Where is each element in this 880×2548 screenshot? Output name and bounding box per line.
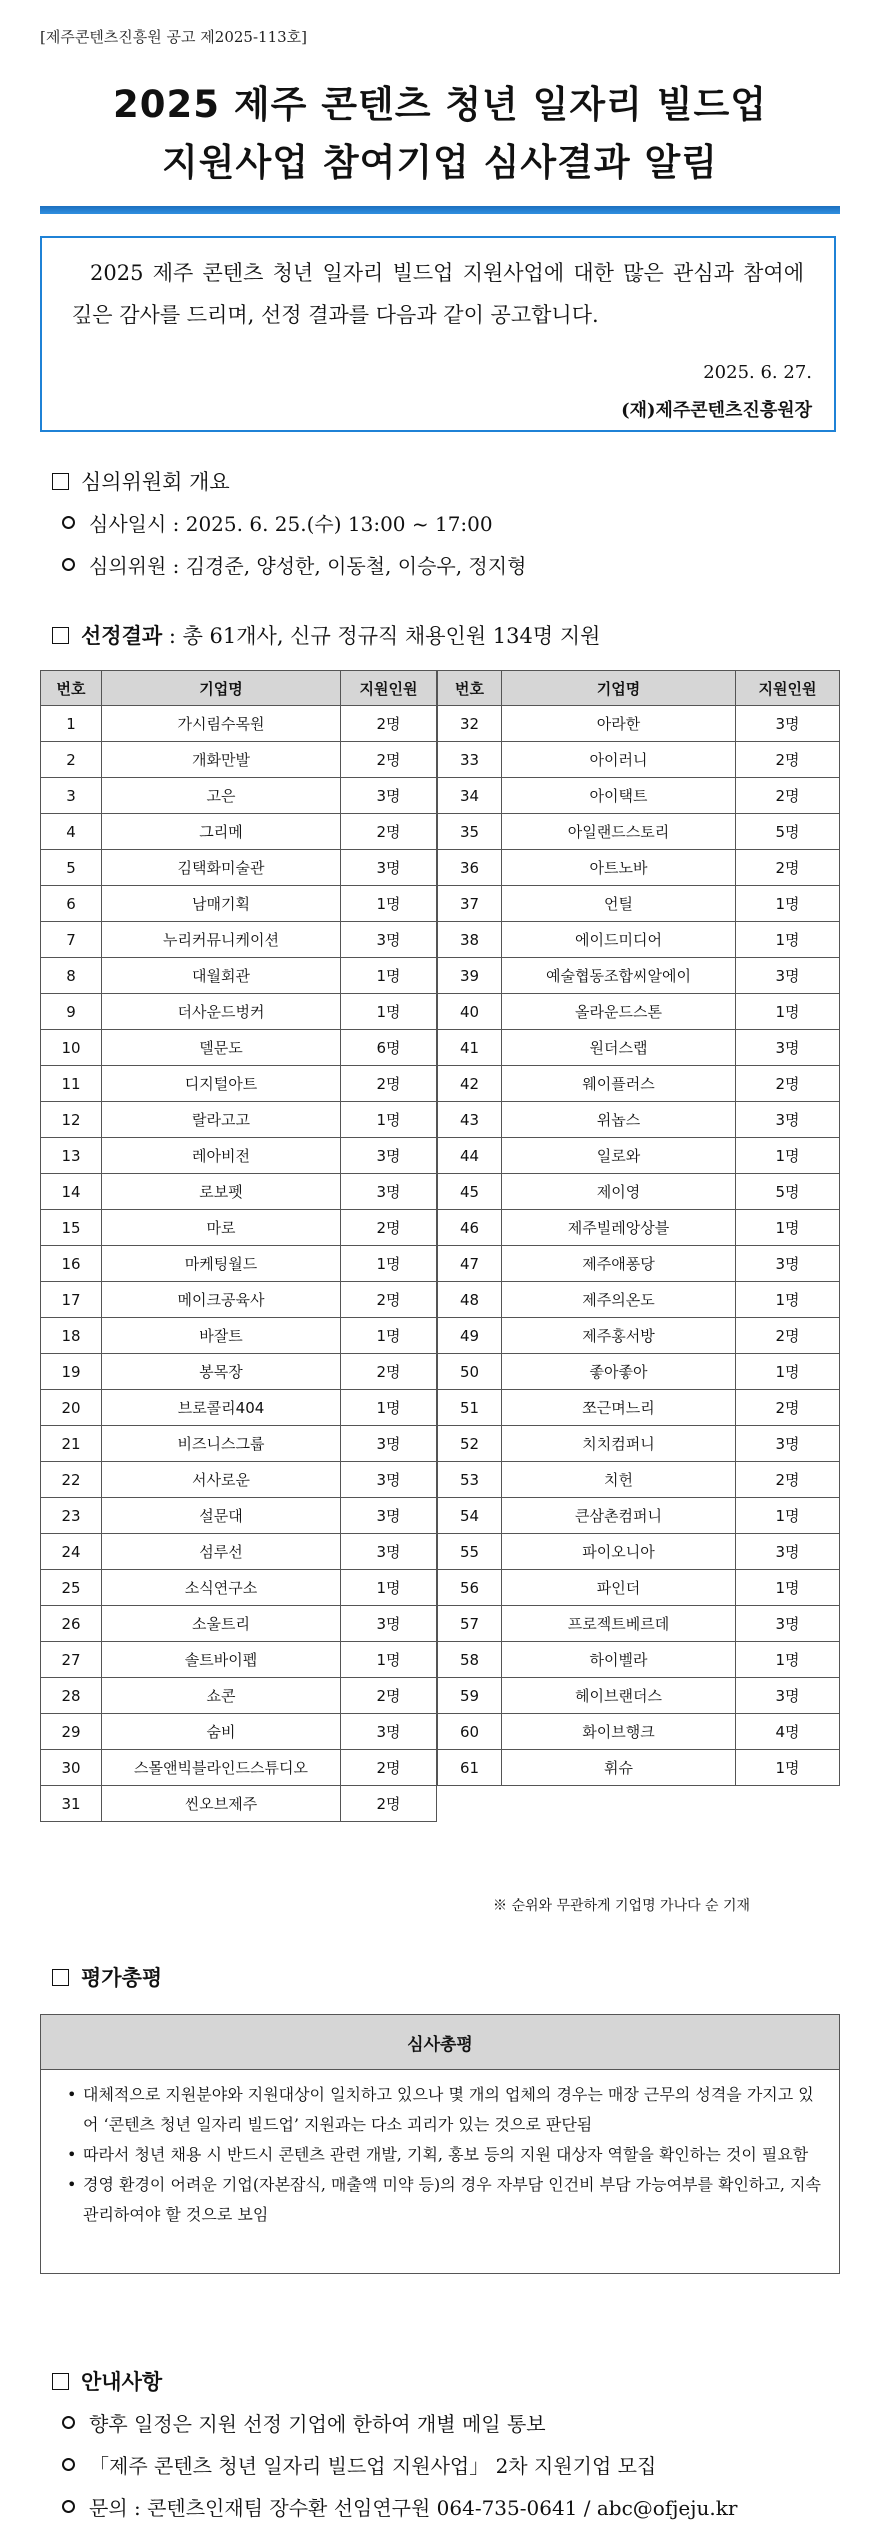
header-no: 번호	[438, 671, 502, 706]
support-count: 1명	[341, 1390, 437, 1426]
table-row	[41, 1678, 437, 1714]
support-count: 5명	[736, 1174, 840, 1210]
table-row	[41, 1282, 437, 1318]
support-count: 3명	[341, 1462, 437, 1498]
company-name: 화이브행크	[502, 1714, 736, 1750]
row-number: 16	[41, 1246, 102, 1282]
results-heading-bold: 선정결과	[81, 623, 163, 648]
company-name: 소울트리	[102, 1606, 341, 1642]
row-number: 41	[438, 1030, 502, 1066]
row-number: 30	[41, 1750, 102, 1786]
support-count: 3명	[736, 1246, 840, 1282]
row-number: 40	[438, 994, 502, 1030]
table-row	[438, 958, 840, 994]
support-count: 1명	[341, 994, 437, 1030]
company-name: 비즈니스그룹	[102, 1426, 341, 1462]
row-number: 28	[41, 1678, 102, 1714]
table-row	[41, 1714, 437, 1750]
company-name: 에이드미디어	[502, 922, 736, 958]
committee-members-item	[62, 550, 526, 579]
support-count: 2명	[341, 1678, 437, 1714]
support-count: 2명	[341, 1066, 437, 1102]
circle-bullet-icon	[62, 516, 75, 529]
page-title	[0, 76, 880, 192]
company-name: 아라한	[502, 706, 736, 742]
row-number: 24	[41, 1534, 102, 1570]
circle-bullet-icon	[62, 2416, 75, 2429]
company-name: 아트노바	[502, 850, 736, 886]
table-row	[438, 922, 840, 958]
support-count: 1명	[341, 1246, 437, 1282]
company-name: 올라운드스톤	[502, 994, 736, 1030]
intro-date: 2025. 6. 27.	[703, 362, 812, 383]
header-no: 번호	[41, 671, 102, 706]
row-number: 51	[438, 1390, 502, 1426]
company-name: 예술협동조합씨알에이	[502, 958, 736, 994]
company-name: 소식연구소	[102, 1570, 341, 1606]
committee-members-text: 심의위원 : 김경준, 양성한, 이동철, 이승우, 정지형	[89, 554, 527, 578]
support-count: 1명	[736, 994, 840, 1030]
company-name: 파이오니아	[502, 1534, 736, 1570]
row-number: 61	[438, 1750, 502, 1786]
company-name: 제이영	[502, 1174, 736, 1210]
row-number: 43	[438, 1102, 502, 1138]
table-row	[41, 1534, 437, 1570]
support-count: 3명	[341, 1426, 437, 1462]
header-company: 기업명	[502, 671, 736, 706]
review-item: • 경영 환경이 어려운 기업(자본잠식, 매출액 미약 등)의 경우 자부담 인건비 부담 가능여부를 확인하고, 지속관리하여야 할 것으로 보임	[67, 2170, 821, 2230]
support-count: 3명	[341, 850, 437, 886]
support-count: 1명	[341, 1570, 437, 1606]
title-line-2: 지원사업 참여기업 심사결과 알림	[161, 141, 719, 184]
table-row	[41, 814, 437, 850]
row-number: 48	[438, 1282, 502, 1318]
row-number: 37	[438, 886, 502, 922]
review-item: • 대체적으로 지원분야와 지원대상이 일치하고 있으나 몇 개의 업체의 경우는 매장 근무의 성격을 가지고 있어 ‘콘텐츠 청년 일자리 빌드업’ 지원과는 다소 괴리가 있는 것으로 판단됨	[67, 2080, 821, 2140]
circle-bullet-icon	[62, 2500, 75, 2513]
table-row	[438, 1462, 840, 1498]
table-row	[438, 850, 840, 886]
checkbox-square-icon	[52, 1969, 69, 1986]
circle-bullet-icon	[62, 558, 75, 571]
table-row	[41, 778, 437, 814]
review-heading-text: 평가총평	[81, 1965, 163, 1990]
company-name: 아일랜드스토리	[502, 814, 736, 850]
company-name: 파인더	[502, 1570, 736, 1606]
table-header-row	[41, 671, 437, 706]
company-name: 위놉스	[502, 1102, 736, 1138]
support-count: 3명	[736, 1678, 840, 1714]
notice-item-text: 향후 일정은 지원 선정 기업에 한하여 개별 메일 통보	[89, 2412, 546, 2436]
row-number: 57	[438, 1606, 502, 1642]
company-name: 봉목장	[102, 1354, 341, 1390]
checkbox-square-icon	[52, 2373, 69, 2390]
table-row	[438, 994, 840, 1030]
support-count: 1명	[736, 1750, 840, 1786]
results-table-right	[437, 670, 840, 1786]
support-count: 1명	[736, 1354, 840, 1390]
table-row	[438, 742, 840, 778]
row-number: 17	[41, 1282, 102, 1318]
company-name: 프로젝트베르데	[502, 1606, 736, 1642]
support-count: 3명	[736, 958, 840, 994]
row-number: 25	[41, 1570, 102, 1606]
support-count: 2명	[736, 850, 840, 886]
committee-heading	[52, 466, 230, 496]
company-name: 언틸	[502, 886, 736, 922]
company-name: 치헌	[502, 1462, 736, 1498]
support-count: 1명	[736, 1570, 840, 1606]
table-row	[438, 1426, 840, 1462]
row-number: 56	[438, 1570, 502, 1606]
row-number: 27	[41, 1642, 102, 1678]
support-count: 1명	[736, 1282, 840, 1318]
table-note: ※ 순위와 무관하게 기업명 가나다 순 기재	[493, 1898, 751, 1914]
support-count: 2명	[736, 1390, 840, 1426]
notice-item	[62, 2408, 546, 2437]
company-name: 더사운드벙커	[102, 994, 341, 1030]
table-row	[438, 1282, 840, 1318]
table-row	[438, 1678, 840, 1714]
company-name: 솔트바이펩	[102, 1642, 341, 1678]
support-count: 1명	[341, 958, 437, 994]
table-row	[438, 1174, 840, 1210]
row-number: 42	[438, 1066, 502, 1102]
company-name: 숨비	[102, 1714, 341, 1750]
support-count: 3명	[341, 1606, 437, 1642]
results-table-left	[40, 670, 437, 1822]
company-name: 그리메	[102, 814, 341, 850]
table-row	[438, 706, 840, 742]
review-item: • 따라서 청년 채용 시 반드시 콘텐츠 관련 개발, 기획, 홍보 등의 지원 대상자 역할을 확인하는 것이 필요함	[67, 2140, 821, 2170]
intro-text: 2025 제주 콘텐츠 청년 일자리 빌드업 지원사업에 대한 많은 관심과 참여에 깊은 감사를 드리며, 선정 결과를 다음과 같이 공고합니다.	[72, 261, 804, 327]
row-number: 31	[41, 1786, 102, 1822]
row-number: 21	[41, 1426, 102, 1462]
table-header-row	[438, 671, 840, 706]
support-count: 5명	[736, 814, 840, 850]
support-count: 3명	[736, 1426, 840, 1462]
company-name: 김택화미술관	[102, 850, 341, 886]
company-name: 제주의온도	[502, 1282, 736, 1318]
company-name: 메이크공육사	[102, 1282, 341, 1318]
table-row	[438, 1642, 840, 1678]
row-number: 44	[438, 1138, 502, 1174]
support-count: 1명	[341, 886, 437, 922]
company-name: 개화만발	[102, 742, 341, 778]
table-row	[41, 1030, 437, 1066]
checkbox-square-icon	[52, 473, 69, 490]
table-row	[438, 1606, 840, 1642]
row-number: 14	[41, 1174, 102, 1210]
row-number: 33	[438, 742, 502, 778]
support-count: 1명	[341, 1102, 437, 1138]
results-heading-text: : 총 61개사, 신규 정규직 채용인원 134명 지원	[162, 624, 601, 648]
row-number: 7	[41, 922, 102, 958]
support-count: 2명	[736, 778, 840, 814]
company-name: 섬루선	[102, 1534, 341, 1570]
table-row	[41, 1390, 437, 1426]
checkbox-square-icon	[52, 627, 69, 644]
row-number: 49	[438, 1318, 502, 1354]
row-number: 29	[41, 1714, 102, 1750]
row-number: 1	[41, 706, 102, 742]
company-name: 하이벨라	[502, 1642, 736, 1678]
row-number: 13	[41, 1138, 102, 1174]
company-name: 쇼콘	[102, 1678, 341, 1714]
table-row	[41, 742, 437, 778]
table-row	[41, 994, 437, 1030]
company-name: 마로	[102, 1210, 341, 1246]
company-name: 큰삼촌컴퍼니	[502, 1498, 736, 1534]
support-count: 1명	[341, 1318, 437, 1354]
committee-date-text: 심사일시 : 2025. 6. 25.(수) 13:00 ~ 17:00	[89, 512, 493, 536]
table-row	[41, 922, 437, 958]
row-number: 10	[41, 1030, 102, 1066]
header-count: 지원인원	[736, 671, 840, 706]
notice-item-text: 문의 : 콘텐츠인재팀 장수환 선임연구원 064-735-0641 / abc@ofjeju.kr	[89, 2496, 738, 2520]
company-name: 씬오브제주	[102, 1786, 341, 1822]
committee-heading-text: 심의위원회 개요	[81, 470, 230, 494]
row-number: 32	[438, 706, 502, 742]
row-number: 23	[41, 1498, 102, 1534]
support-count: 2명	[341, 814, 437, 850]
company-name: 레아비전	[102, 1138, 341, 1174]
support-count: 1명	[736, 922, 840, 958]
row-number: 39	[438, 958, 502, 994]
row-number: 12	[41, 1102, 102, 1138]
table-row	[41, 1210, 437, 1246]
company-name: 웨이플러스	[502, 1066, 736, 1102]
company-name: 휘슈	[502, 1750, 736, 1786]
company-name: 랄라고고	[102, 1102, 341, 1138]
row-number: 58	[438, 1642, 502, 1678]
row-number: 22	[41, 1462, 102, 1498]
company-name: 가시림수목원	[102, 706, 341, 742]
company-name: 제주애퐁당	[502, 1246, 736, 1282]
support-count: 1명	[736, 1642, 840, 1678]
header-count: 지원인원	[341, 671, 437, 706]
support-count: 3명	[736, 706, 840, 742]
row-number: 45	[438, 1174, 502, 1210]
support-count: 3명	[736, 1102, 840, 1138]
company-name: 마케팅월드	[102, 1246, 341, 1282]
support-count: 2명	[736, 1318, 840, 1354]
row-number: 19	[41, 1354, 102, 1390]
row-number: 9	[41, 994, 102, 1030]
row-number: 11	[41, 1066, 102, 1102]
table-row	[41, 1138, 437, 1174]
support-count: 3명	[341, 1714, 437, 1750]
table-row	[438, 1102, 840, 1138]
title-line-1: 2025 제주 콘텐츠 청년 일자리 빌드업	[112, 83, 768, 126]
review-heading	[52, 1962, 162, 1992]
table-row	[41, 1426, 437, 1462]
row-number: 59	[438, 1678, 502, 1714]
row-number: 34	[438, 778, 502, 814]
company-name: 설문대	[102, 1498, 341, 1534]
row-number: 55	[438, 1534, 502, 1570]
support-count: 2명	[341, 1786, 437, 1822]
row-number: 3	[41, 778, 102, 814]
table-row	[438, 1354, 840, 1390]
company-name: 일로와	[502, 1138, 736, 1174]
table-row	[41, 850, 437, 886]
company-name: 대월회관	[102, 958, 341, 994]
circle-bullet-icon	[62, 2458, 75, 2471]
support-count: 2명	[736, 1462, 840, 1498]
row-number: 8	[41, 958, 102, 994]
notice-heading	[52, 2366, 162, 2396]
row-number: 60	[438, 1714, 502, 1750]
row-number: 15	[41, 1210, 102, 1246]
table-row	[438, 1030, 840, 1066]
company-name: 로보펫	[102, 1174, 341, 1210]
company-name: 원더스랩	[502, 1030, 736, 1066]
row-number: 5	[41, 850, 102, 886]
row-number: 52	[438, 1426, 502, 1462]
company-name: 치치컴퍼니	[502, 1426, 736, 1462]
table-row	[438, 1066, 840, 1102]
support-count: 3명	[736, 1534, 840, 1570]
row-number: 38	[438, 922, 502, 958]
support-count: 3명	[736, 1030, 840, 1066]
row-number: 53	[438, 1462, 502, 1498]
table-row	[41, 1786, 437, 1822]
support-count: 2명	[341, 1750, 437, 1786]
company-name: 아이택트	[502, 778, 736, 814]
support-count: 1명	[736, 1138, 840, 1174]
row-number: 6	[41, 886, 102, 922]
table-row	[41, 1750, 437, 1786]
row-number: 54	[438, 1498, 502, 1534]
support-count: 3명	[341, 778, 437, 814]
support-count: 2명	[341, 1210, 437, 1246]
support-count: 6명	[341, 1030, 437, 1066]
table-row	[438, 1390, 840, 1426]
support-count: 3명	[341, 1534, 437, 1570]
table-row	[41, 1174, 437, 1210]
company-name: 고은	[102, 778, 341, 814]
company-name: 제주홍서방	[502, 1318, 736, 1354]
support-count: 3명	[341, 922, 437, 958]
committee-date-item	[62, 508, 493, 537]
table-row	[41, 1498, 437, 1534]
review-box	[40, 2014, 840, 2274]
support-count: 2명	[341, 706, 437, 742]
row-number: 20	[41, 1390, 102, 1426]
table-row	[41, 958, 437, 994]
table-row	[438, 886, 840, 922]
company-name: 브로콜리404	[102, 1390, 341, 1426]
company-name: 스몰앤빅블라인드스튜디오	[102, 1750, 341, 1786]
row-number: 36	[438, 850, 502, 886]
table-row	[438, 1570, 840, 1606]
support-count: 4명	[736, 1714, 840, 1750]
intro-box	[40, 236, 836, 432]
header-company: 기업명	[102, 671, 341, 706]
notice-heading-text: 안내사항	[81, 2369, 163, 2394]
table-row	[438, 1210, 840, 1246]
document-number: [제주콘텐츠진흥원 공고 제2025-113호]	[40, 28, 307, 46]
table-row	[41, 1354, 437, 1390]
table-row	[438, 1498, 840, 1534]
support-count: 1명	[736, 1210, 840, 1246]
notice-item-text: 「제주 콘텐츠 청년 일자리 빌드업 지원사업」 2차 지원기업 모집	[89, 2454, 657, 2478]
row-number: 2	[41, 742, 102, 778]
company-name: 델문도	[102, 1030, 341, 1066]
company-name: 디지털아트	[102, 1066, 341, 1102]
company-name: 서사로운	[102, 1462, 341, 1498]
row-number: 50	[438, 1354, 502, 1390]
table-row	[438, 814, 840, 850]
table-row	[438, 778, 840, 814]
review-list	[41, 2070, 839, 2230]
table-row	[41, 886, 437, 922]
support-count: 1명	[341, 1642, 437, 1678]
table-row	[41, 1606, 437, 1642]
support-count: 1명	[736, 1498, 840, 1534]
company-name: 바잘트	[102, 1318, 341, 1354]
table-row	[438, 1318, 840, 1354]
table-row	[438, 1246, 840, 1282]
support-count: 3명	[341, 1498, 437, 1534]
row-number: 47	[438, 1246, 502, 1282]
row-number: 26	[41, 1606, 102, 1642]
support-count: 2명	[341, 1282, 437, 1318]
results-heading	[52, 620, 600, 650]
company-name: 아이러니	[502, 742, 736, 778]
support-count: 3명	[341, 1174, 437, 1210]
row-number: 18	[41, 1318, 102, 1354]
company-name: 헤이브랜더스	[502, 1678, 736, 1714]
table-row	[41, 1318, 437, 1354]
table-row	[438, 1534, 840, 1570]
row-number: 35	[438, 814, 502, 850]
table-row	[438, 1138, 840, 1174]
table-row	[438, 1714, 840, 1750]
review-box-title: 심사총평	[41, 2015, 839, 2070]
support-count: 3명	[736, 1606, 840, 1642]
support-count: 3명	[341, 1138, 437, 1174]
company-name: 누리커뮤니케이션	[102, 922, 341, 958]
support-count: 2명	[341, 1354, 437, 1390]
support-count: 2명	[341, 742, 437, 778]
company-name: 남매기획	[102, 886, 341, 922]
title-underline-bar	[40, 206, 840, 214]
row-number: 4	[41, 814, 102, 850]
notice-item	[62, 2450, 656, 2479]
table-row	[41, 1642, 437, 1678]
table-row	[41, 1246, 437, 1282]
table-row	[41, 1102, 437, 1138]
notice-item	[62, 2492, 737, 2521]
support-count: 2명	[736, 1066, 840, 1102]
support-count: 2명	[736, 742, 840, 778]
company-name: 제주빌레앙상블	[502, 1210, 736, 1246]
company-name: 쪼근며느리	[502, 1390, 736, 1426]
support-count: 1명	[736, 886, 840, 922]
table-row	[41, 1570, 437, 1606]
table-row	[41, 1066, 437, 1102]
table-row	[41, 706, 437, 742]
table-row	[438, 1750, 840, 1786]
row-number: 46	[438, 1210, 502, 1246]
company-name: 좋아좋아	[502, 1354, 736, 1390]
table-row	[41, 1462, 437, 1498]
intro-organization: (재)제주콘텐츠진흥원장	[621, 400, 812, 421]
